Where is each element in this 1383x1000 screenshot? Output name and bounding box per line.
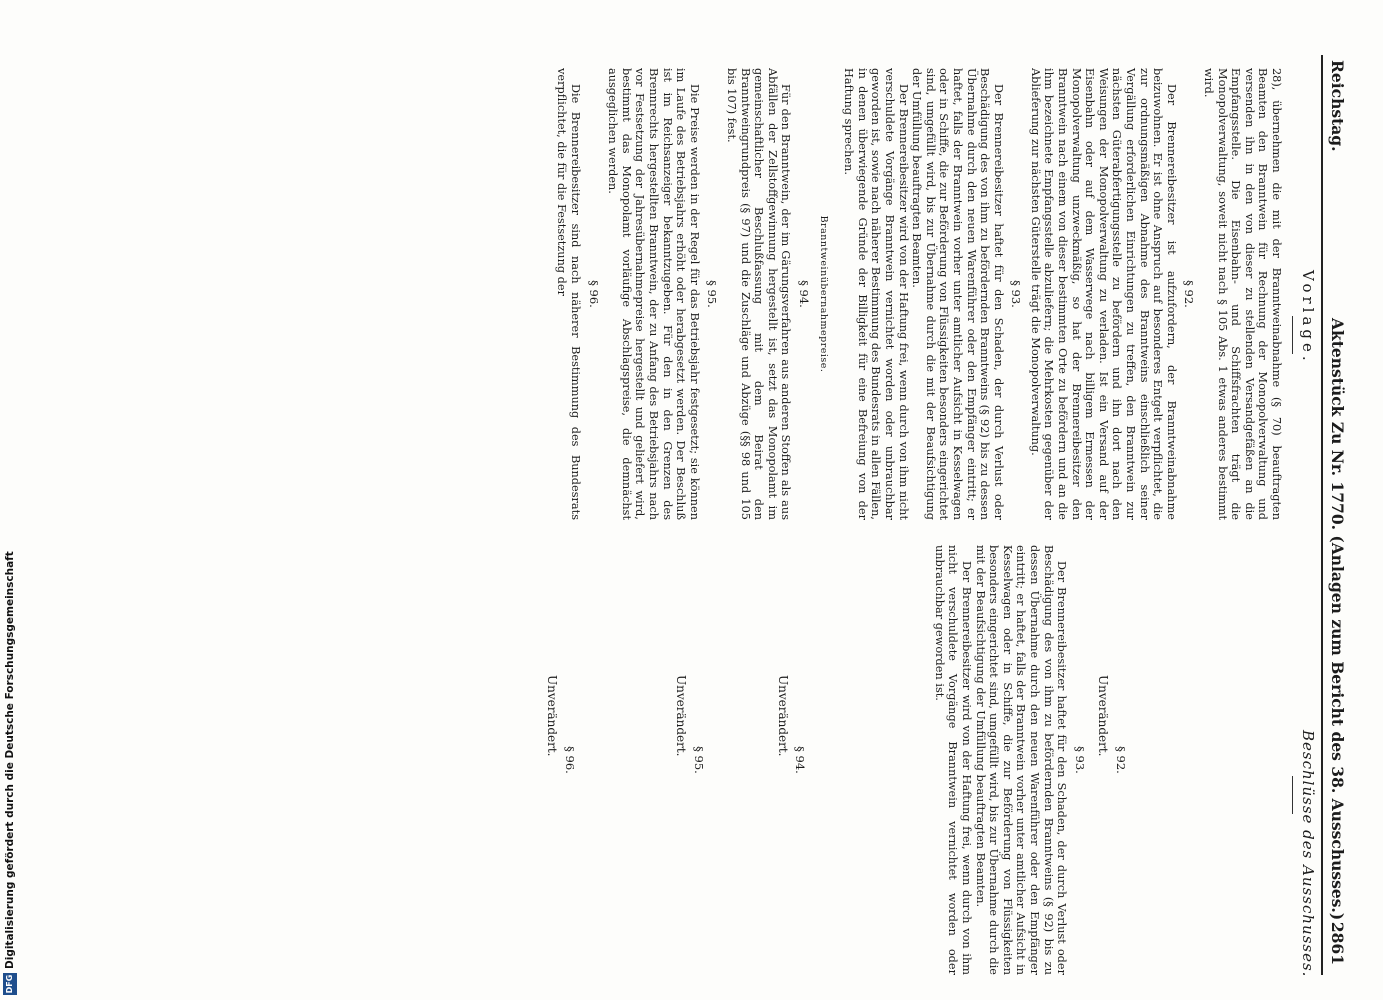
spacer	[582, 545, 674, 975]
right-paragraph: Der Brennereibesitzer wird von der Haftung frei, wenn durch von ihm nicht verschuldete Vorgänge Branntwein vernichtet worden oder unbrauchbar geworden ist.	[932, 545, 974, 975]
page-header	[1313, 60, 1353, 965]
digitization-footer	[3, 0, 19, 995]
left-column	[555, 68, 1283, 520]
left-paragraph: Der Brennereibesitzer haftet für den Schaden, der durch Verlust oder Beschädigung des von ihm zu befördernden Branntweins (§ 92) bis zu dessen Übernahme durch den neuen Warenführer oder den Empfänger eintritt; er haftet, falls der Branntwein vorher unter amtlicher Aufsicht in Kesselwagen oder in Schiffe, die zur Beförderung von Flüssigkeiten besonders eingerichtet sind, umgefüllt wird, bis zur Übernahme durch die mit der Beaufsichtigung der Umfüllung beauftragten Beamten.	[910, 68, 1005, 520]
left-paragraph: Für den Branntwein, der im Gärungsverfahren aus anderen Stoffen als aus Abfällen der Zellstoffgewinnung hergestellt ist, setzt das Monopolamt im gemeinschaftlicher Beschlußfassung mit dem Beirat den Branntweingrundpreis (§ 97) und die Zuschläge und Abzüge (§§ 98 und 105 bis 107) fest.	[725, 68, 793, 520]
right-title-rule	[1292, 776, 1293, 814]
spacer	[1133, 545, 1283, 975]
section-heading: § 94.	[793, 746, 808, 774]
left-paragraph: 28), übernehmen die mit der Branntweinabnahme (§ 70) beauftragten Beamten den Branntwein für Rechnung der Monopolverwaltung und versenden ihn in den von dieser zu stellenden Versandgefäßen an die Empfangsstelle. Die Eisenbahn- und Schiffsfrachten trägt die Monopolverwaltung, soweit nicht nach § 105 Abs. 1 etwas anderes bestimmt wird.	[1202, 68, 1283, 520]
unchanged-note: Unverändert.	[1096, 675, 1111, 757]
unchanged-note: Unverändert.	[674, 675, 689, 757]
section-heading: § 92.	[1182, 280, 1197, 308]
unchanged-note: Unverändert.	[545, 675, 560, 757]
section-heading: § 93.	[1009, 280, 1024, 308]
section-heading: § 95.	[705, 280, 720, 308]
right-column-title: Beschlüsse des Ausschusses.	[1299, 730, 1317, 978]
section-heading: § 96.	[586, 280, 601, 308]
left-paragraph: Der Brennereibesitzer ist aufzufordern, der Branntweinabnahme beizuwohnen. Er ist ohne Anspruch auf besonderes Entgelt verpflichtet, die zur ordnungsmäßigen Abnahme des Branntweins einschließlich seiner Vergällung erforderlichen Einrichtungen zu treffen, den Branntwein zur nächsten Güterabfertigungsstelle zu befördern und ihn dort nach den Weisungen der Monopolverwaltung zu verladen. Ist ein Versand auf der Eisenbahn oder auf dem Wasserwege nach billigem Ermessen der Monopolverwaltung unzweckmäßig, so hat der Brennereibesitzer den Branntwein nach einem von dieser bestimmten Orte zu befördern und an die ihm bezeichnete Empfangsstelle abzuliefern; die Mehrkosten gegenüber der Ablieferung zur nächsten Güterstelle trägt die Monopolverwaltung.	[1028, 68, 1178, 520]
header-center: Aktenstück Zu Nr. 1770. (Anlagen zum Bericht des 38. Ausschusses.)	[1328, 318, 1347, 921]
header-rule	[1321, 55, 1323, 975]
left-paragraph: Die Preise werden in der Regel für das Betriebsjahr festgesetzt; sie können im Laufe des Betriebsjahrs erhöht oder herabgesetzt werden. Der Beschluß ist im Reichsanzeiger bekanntzugeben. Für den in den Grenzen des Brennrechts hergestellten Branntwein, der zu Anfang des Betriebsjahrs nach vor Festsetzung der Jahresübernahmepreise hergestellt und geliefert wird, bestimmt das Monopolamt vorläufige Abschlagspreise, die demnächst ausgeglichen werden.	[606, 68, 701, 520]
header-left: Reichstag.	[1328, 60, 1347, 152]
left-paragraph: Der Brennereibesitzer wird von der Haftung frei, wenn durch von ihm nicht verschuldete Vorgänge Branntwein vernichtet worden oder unbrauchbar geworden ist, sowie nach näherer Bestimmung des Bundesrats in allen Fällen, in denen überwiegende Gründe der Billigkeit für eine Befreiung von der Haftung sprechen.	[842, 68, 910, 520]
left-title-rule	[1292, 316, 1293, 354]
spacer	[711, 545, 775, 975]
section-heading: § 93.	[1072, 746, 1087, 774]
section-heading: § 92.	[1114, 746, 1128, 774]
subheading: Branntweinübernahmepreise.	[817, 215, 829, 373]
spacer	[812, 545, 932, 975]
footer-credit: Digitalisierung gefördert durch die Deutsche Forschungsgemeinschaft	[4, 551, 16, 969]
right-paragraph: Der Brennereibesitzer haftet für den Schaden, der durch Verlust oder Beschädigung des von ihm zu befördernden Branntweins (§ 92) bis zu dessen Übernahme durch den neuen Warenführer oder den Empfänger eintritt; er haftet, falls der Branntwein vorher unter amtlicher Aufsicht in Kesselwagen oder in Schiffe, die zur Beförderung von Flüssigkeiten besonders eingerichtet sind, umgefüllt wird, bis zur Übernahme durch die mit der Beaufsichtigung der Umfüllung beauftragten Beamten.	[973, 545, 1069, 975]
left-column-title: Vorlage.	[1299, 270, 1317, 365]
section-heading: § 94.	[797, 280, 811, 308]
left-paragraph: Die Brennereibesitzer sind nach näherer Bestimmung des Bundesrats verpflichtet, die für die Festsetzung der	[555, 68, 583, 520]
unchanged-note: Unverändert.	[775, 675, 790, 757]
section-heading: § 96.	[562, 746, 577, 774]
page-number: 2861	[1328, 921, 1347, 965]
dfg-logo-icon: DFG	[3, 973, 17, 995]
right-column	[545, 545, 1283, 975]
section-heading: § 95.	[692, 746, 707, 774]
